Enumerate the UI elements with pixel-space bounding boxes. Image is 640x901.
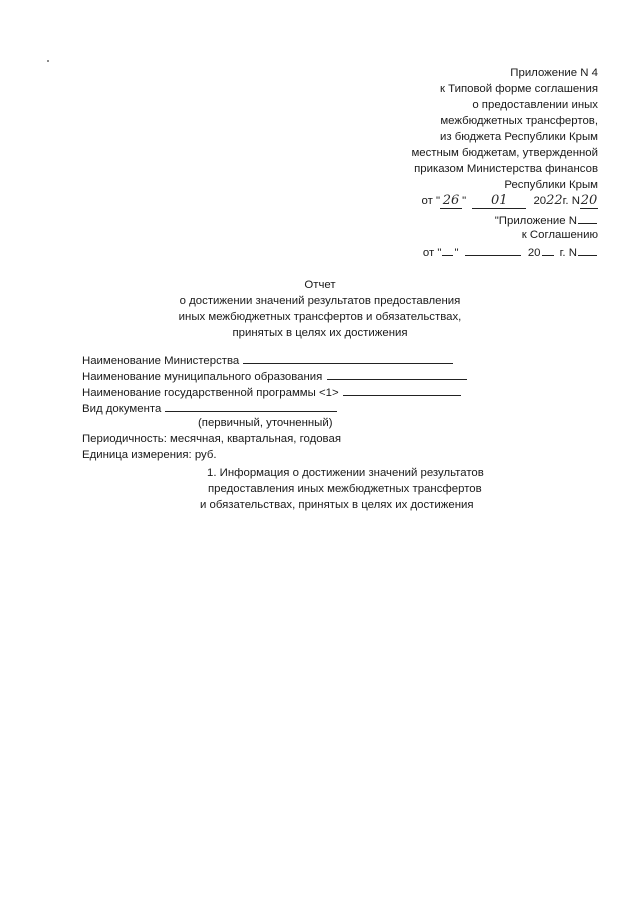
title-line: иных межбюджетных трансфертов и обязательствах,	[178, 311, 462, 323]
header-line: к Типовой форме соглашения	[440, 83, 598, 95]
sub-header-date: от " " 20 г. N	[423, 244, 598, 260]
date-prefix: от "	[421, 195, 441, 207]
program-blank	[343, 384, 461, 396]
sub-header-line: к Соглашению	[521, 229, 598, 241]
header-line: Приложение N 4	[510, 67, 598, 79]
ministry-field: Наименование Министерства	[82, 352, 454, 368]
header-line: межбюджетных трансфертов,	[440, 115, 598, 127]
header-line: из бюджета Республики Крым	[439, 131, 598, 143]
municipality-blank	[327, 368, 467, 380]
section-line: 1. Информация о достижении значений результатов	[207, 467, 484, 479]
header-line: приказом Министерства финансов	[414, 163, 598, 175]
doc-type-hint: (первичный, уточненный)	[198, 417, 333, 429]
municipality-field: Наименование муниципального образования	[82, 368, 468, 384]
handwritten-year: 22	[546, 193, 563, 208]
program-field: Наименование государственной программы <1>	[82, 384, 462, 400]
sub-header-line: "Приложение N	[495, 212, 598, 228]
periodicity-line: Периодичность: месячная, квартальная, годовая	[82, 433, 341, 445]
handwritten-day: 26	[440, 194, 462, 209]
header-line: о предоставлении иных	[472, 99, 598, 111]
scan-speck	[47, 60, 49, 62]
handwritten-number: 20	[580, 193, 598, 208]
title-line: о достижении значений результатов предоставления	[179, 295, 461, 307]
ministry-blank	[243, 352, 453, 364]
unit-line: Единица измерения: руб.	[82, 449, 217, 461]
header-line: местным бюджетам, утвержденной	[411, 147, 598, 159]
doc-type-blank	[165, 400, 337, 412]
handwritten-month: 01	[472, 194, 526, 209]
doc-type-field: Вид документа	[82, 400, 338, 416]
section-line: и обязательствах, принятых в целях их достижения	[200, 499, 474, 511]
title-line: принятых в целях их достижения	[232, 327, 408, 339]
header-line: Республики Крым	[504, 179, 598, 191]
title-line: Отчет	[304, 279, 336, 291]
approval-date-line: от " 26 " 01 2022г. N20	[421, 193, 598, 208]
section-line: предоставления иных межбюджетных трансфертов	[208, 483, 482, 495]
